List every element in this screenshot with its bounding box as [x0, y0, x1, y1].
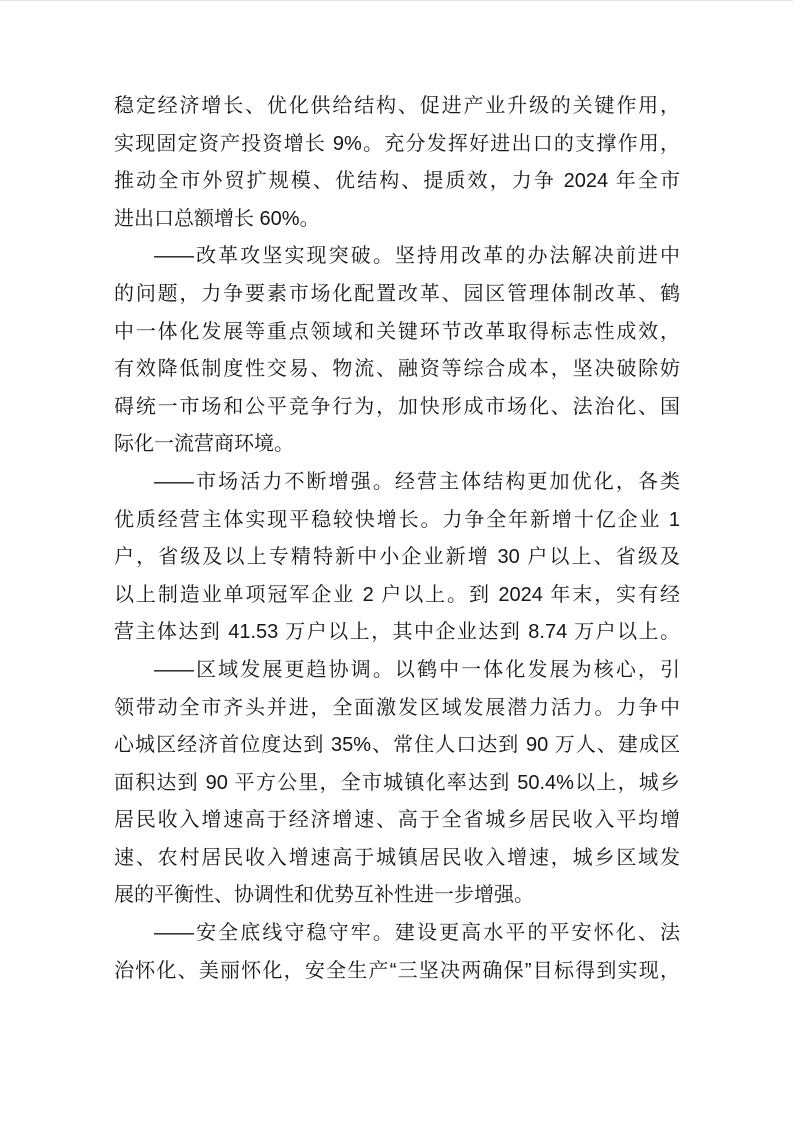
paragraph: [114, 915, 680, 990]
text-line: 面积达到 90 平方公里，全市城镇化率达到 50.4%以上，城乡: [114, 771, 680, 794]
text-line: 居民收入增速高于经济增速、高于全省城乡居民收入平均增: [114, 809, 680, 832]
text-line: 户，省级及以上专精特新中小企业新增 30 户以上、省级及: [114, 546, 680, 569]
text-line: 的问题，力争要素市场化配置改革、园区管理体制改革、鹤: [114, 282, 680, 305]
text-line: 进出口总额增长 60%。: [114, 207, 320, 230]
text-line: 展的平衡性、协调性和优势互补性进一步增强。: [114, 884, 534, 907]
paragraph: [114, 88, 680, 238]
text-line: ——改革攻坚实现突破。坚持用改革的办法解决前进中: [154, 245, 680, 268]
text-line: ——区域发展更趋协调。以鹤中一体化发展为核心，引: [154, 658, 680, 681]
paragraph: [114, 238, 680, 464]
text-line: 碍统一市场和公平竞争行为，加快形成市场化、法治化、国: [114, 395, 680, 418]
text-line: 际化一流营商环境。: [114, 433, 294, 456]
text-line: 领带动全市齐头并进，全面激发区域发展潜力活力。力争中: [114, 696, 680, 719]
text-line: 速、农村居民收入增速高于城镇居民收入增速，城乡区域发: [114, 846, 680, 869]
text-line: 心城区经济首位度达到 35%、常住人口达到 90 万人、建成区: [114, 734, 680, 757]
text-line: 治怀化、美丽怀化，安全生产“三坚决两确保”目标得到实现，: [114, 959, 680, 982]
text-line: ——安全底线守稳守牢。建设更高水平的平安怀化、法: [154, 922, 680, 945]
document-body-text: [114, 88, 680, 990]
text-line: 营主体达到 41.53 万户以上，其中企业达到 8.74 万户以上。: [114, 621, 680, 644]
text-line: ——市场活力不断增强。经营主体结构更加优化，各类: [154, 470, 680, 493]
text-line: 中一体化发展等重点领域和关键环节改革取得标志性成效，: [114, 320, 680, 343]
text-line: 稳定经济增长、优化供给结构、促进产业升级的关键作用，: [114, 95, 680, 117]
paragraph: [114, 464, 680, 652]
text-line: 优质经营主体实现平稳较快增长。力争全年新增十亿企业 1: [114, 508, 680, 531]
text-line: 以上制造业单项冠军企业 2 户以上。到 2024 年末，实有经: [114, 583, 680, 606]
paragraph: [114, 652, 680, 915]
text-line: 推动全市外贸扩规模、优结构、提质效，力争 2024 年全市: [114, 170, 680, 193]
text-line: 有效降低制度性交易、物流、融资等综合成本，坚决破除妨: [114, 358, 680, 381]
text-line: 实现固定资产投资增长 9%。充分发挥好进出口的支撑作用，: [114, 132, 680, 155]
